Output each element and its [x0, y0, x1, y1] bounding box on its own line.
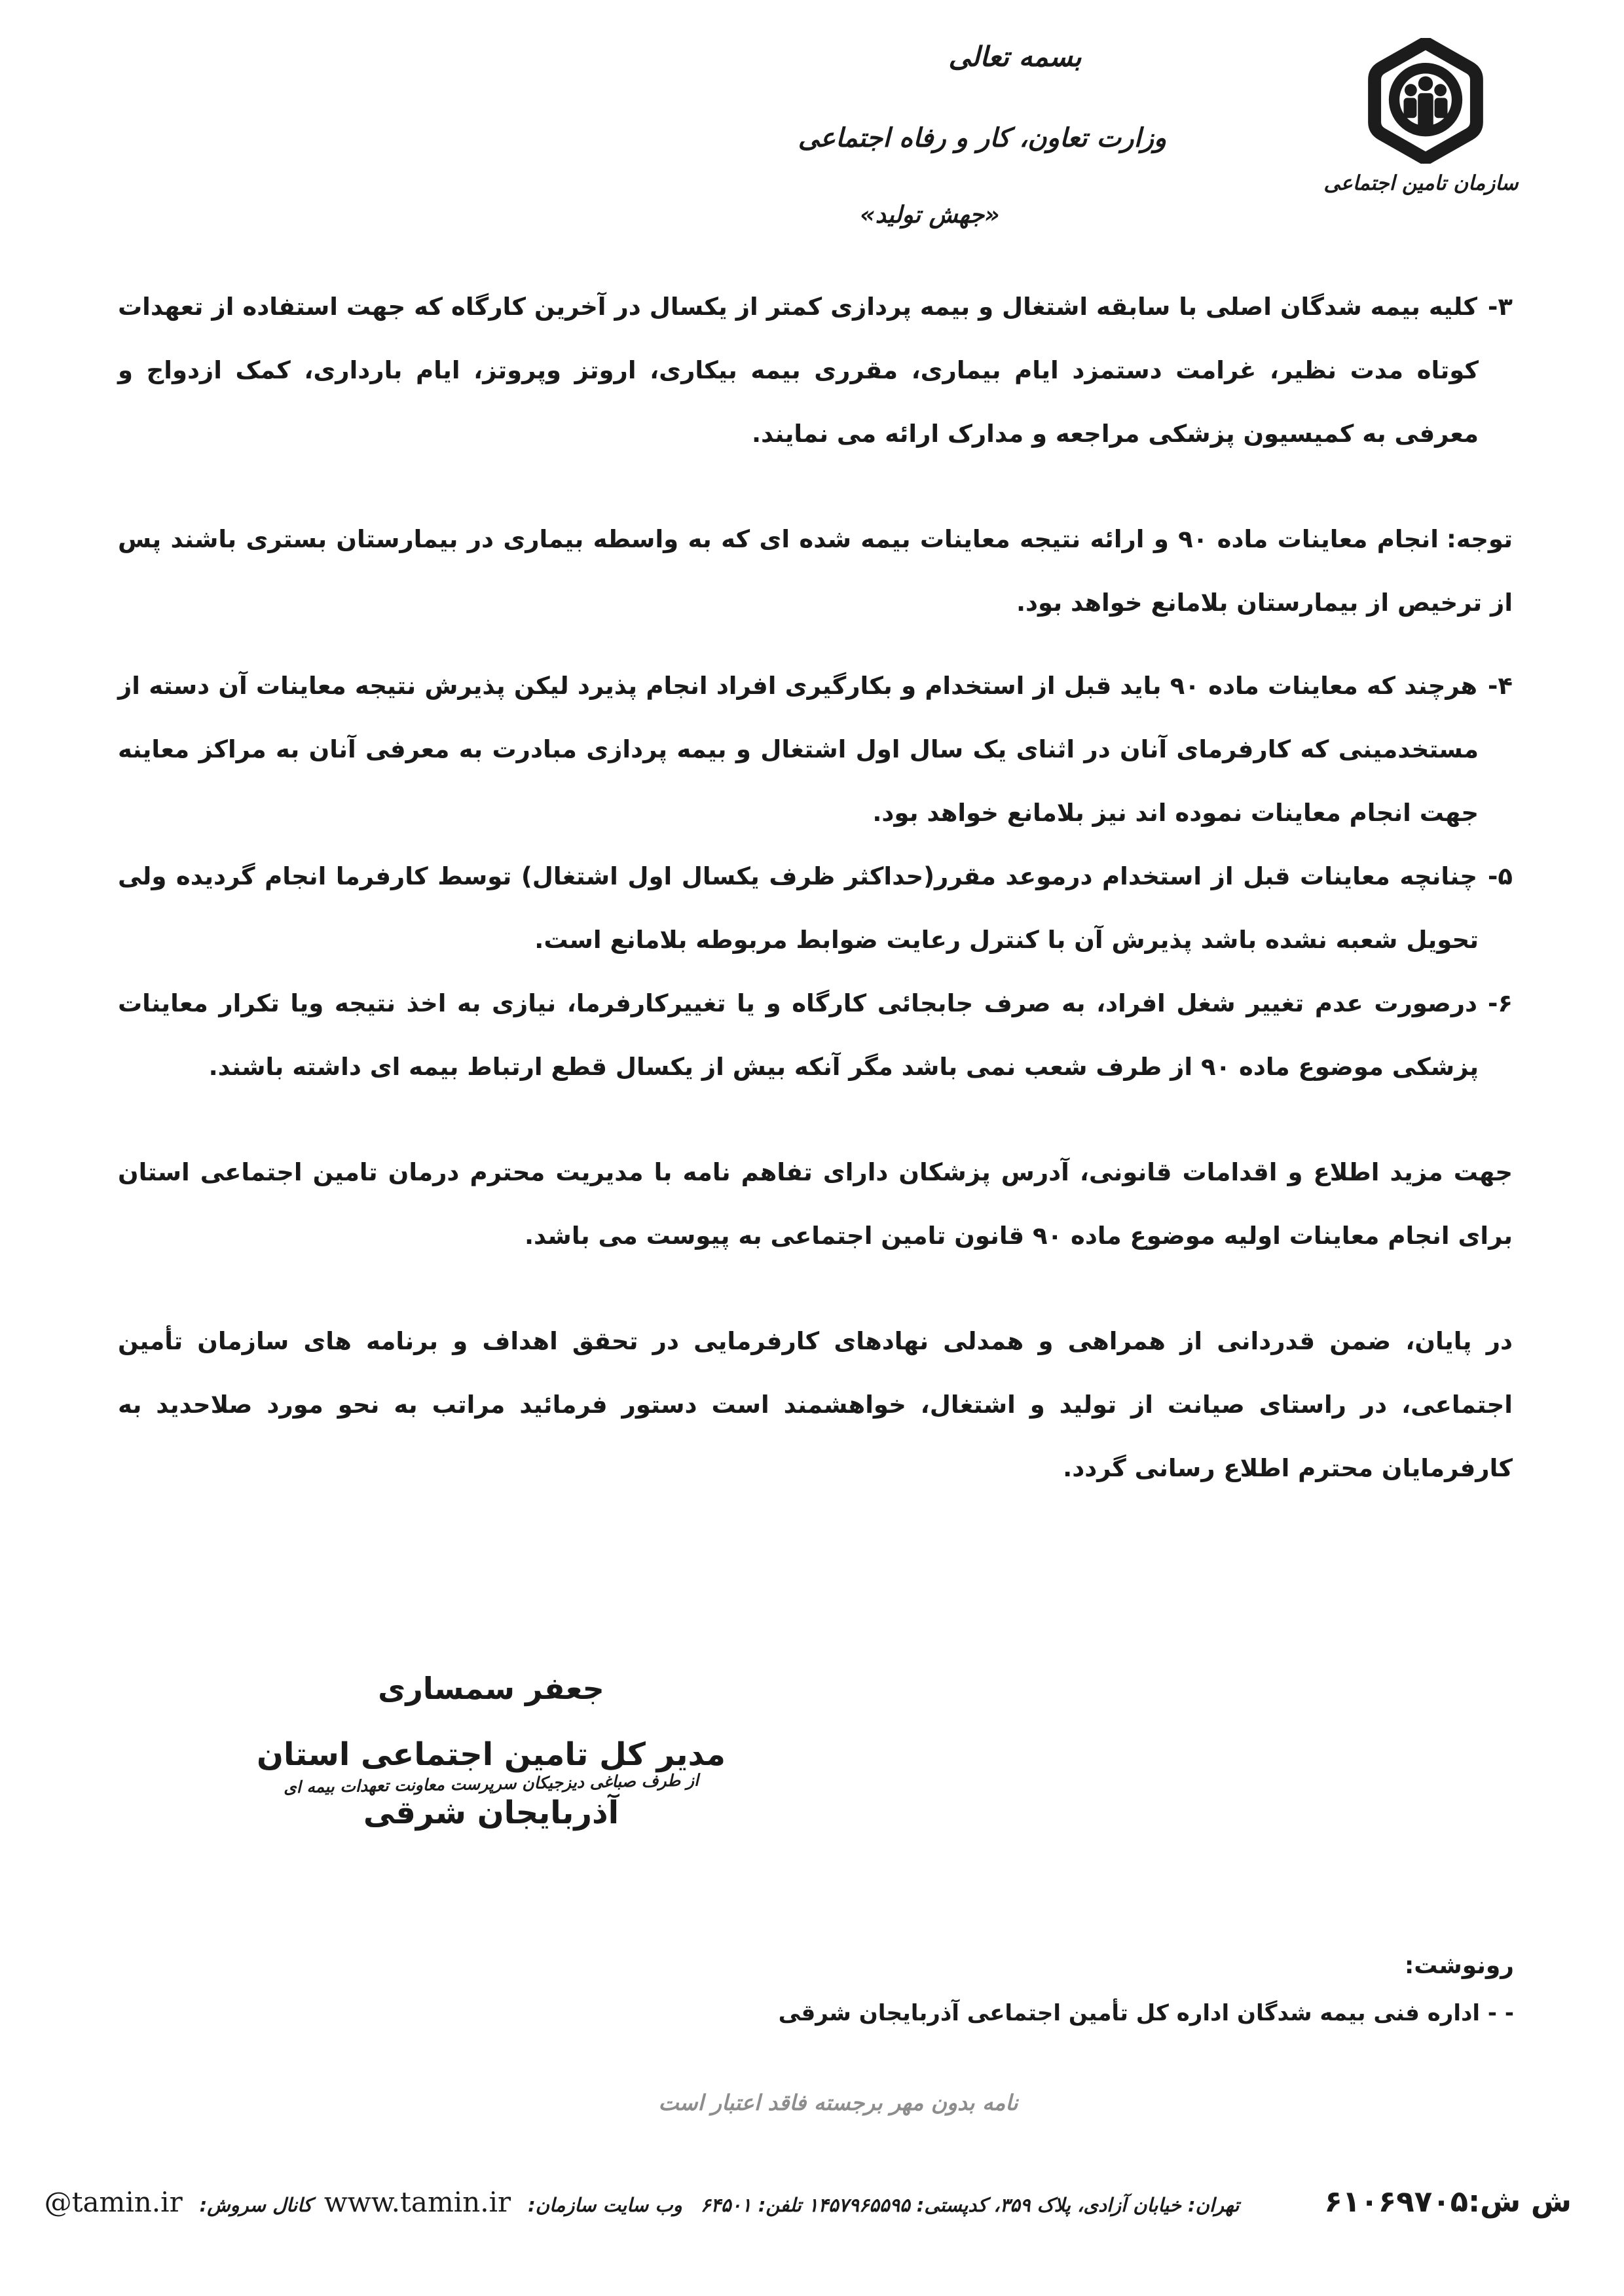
signature-stamp-note: از طرف صباغی دیزجیکان سرپرست معاونت تعهدات بیمه ای: [283, 1770, 699, 1797]
item-6-text: درصورت عدم تغییر شغل افراد، به صرف جابجائی کارگاه و یا تغییرکارفرما، نیازی به اخذ نتیجه ویا تکرار معاینات پزشکی موضوع ماده ۹۰ از طرف شعب نمی باشد مگر آنکه بیش از یکسال قطع ارتباط بیمه ای داشته باشند.: [118, 989, 1479, 1081]
signer-title: مدیر کل تامین اجتماعی استان: [257, 1736, 726, 1773]
signer-name: جعفر سمساری: [378, 1671, 604, 1706]
note-label: توجه:: [1447, 525, 1513, 553]
list-item-3: [118, 275, 1513, 465]
note-text: انجام معاینات ماده ۹۰ و ارائه نتیجه معاینات بیمه شده ای که به واسطه بیماری در بیمارستان بستری باشند پس از ترخیص از بیمارستان بلامانع خواهد بود.: [118, 525, 1513, 617]
item-5-text: چنانچه معاینات قبل از استخدام درموعد مقرر(حداکثر ظرف یکسال اول اشتغال) توسط کارفرما انجام گردیده ولی تحویل شعبه نشده باشد پذیرش آن با کنترل رعایت ضوابط مربوطه بلامانع است.: [118, 862, 1479, 954]
tamin-logo: [1363, 38, 1488, 166]
footer-contact-line: [44, 2184, 1572, 2219]
letter-body: [118, 275, 1513, 1500]
ministry-name: وزارت تعاون، کار و رفاه اجتماعی: [798, 123, 1167, 153]
website-label: وب سایت سازمان:: [528, 2194, 682, 2216]
signature-block: [216, 1671, 766, 1831]
item-4-number: ۴-: [1488, 672, 1513, 700]
channel-handle: @tamin.ir: [44, 2186, 183, 2218]
item-3-text: کلیه بیمه شدگان اصلی با سابقه اشتغال و بیمه پردازی کمتر از یکسال در آخرین کارگاه که جهت استفاده از تعهدات کوتاه مدت نظیر، غرامت دستمزد ایام بیماری، مقرری بیمه بیکاری، اروتز وپروتز، ایام بارداری، کمک ازدواج و معرفی به کمیسیون پزشکی مراجعه و مدارک ارائه می نمایند.: [118, 293, 1479, 448]
year-slogan: «جهش تولید»: [860, 202, 1000, 228]
website-url: www.tamin.ir: [323, 2186, 511, 2218]
org-name: سازمان تامین اجتماعی: [1323, 172, 1519, 195]
item-4-text: هرچند که معاینات ماده ۹۰ باید قبل از استخدام و بکارگیری افراد انجام پذیرد لیکن پذیرش نتیجه معاینات آن دسته از مستخدمینی که کارفرمای آنان در اثنای یک سال اول اشتغال و بیمه پردازی مبادرت به معرفی آنان به مراکز معاینه جهت انجام معاینات نموده اند نیز بلامانع خواهد بود.: [118, 672, 1479, 827]
paragraph-address-info: جهت مزید اطلاع و اقدامات قانونی، آدرس پزشکان دارای تفاهم نامه با مدیریت محترم درمان تامین اجتماعی استان برای انجام معاینات اولیه موضوع ماده ۹۰ قانون تامین اجتماعی به پیوست می باشد.: [118, 1158, 1513, 1250]
copy-label: رونوشت:: [1404, 1952, 1514, 1979]
postal-address: تهران: خیابان آزادی، پلاک ۳۵۹، کدپستی: ۱۴۵۷۹۶۵۵۹۵ تلفن: ۶۴۵۰۱: [700, 2194, 1240, 2216]
copy-section: [111, 1952, 1514, 2026]
serial-number: ش ش:۶۱۰۶۹۷۰۵: [1324, 2184, 1572, 2219]
validity-note: نامه بدون مهر برجسته فاقد اعتبار است: [658, 2090, 1018, 2115]
item-5-number: ۵-: [1488, 862, 1513, 890]
item-6-number: ۶-: [1488, 989, 1513, 1017]
note-paragraph: [118, 507, 1513, 634]
footer-address: [39, 2186, 1240, 2218]
paragraph-closing: در پایان، ضمن قدردانی از همراهی و همدلی نهادهای کارفرمایی در تحقق اهداف و برنامه های سازمان تأمین اجتماعی، در راستای صیانت از تولید و اشتغال، خواهشمند است دستور فرمائید مراتب به نحو مورد صلاحدید به کارفرمایان محترم اطلاع رسانی گردد.: [118, 1327, 1513, 1482]
channel-label: کانال سروش:: [199, 2194, 312, 2216]
copy-recipient: - - اداره فنی بیمه شدگان اداره کل تأمین اجتماعی آذربایجان شرقی: [778, 2000, 1514, 2026]
list-item-5: [118, 845, 1513, 972]
item-3-number: ۳-: [1488, 293, 1513, 321]
list-item-6: [118, 972, 1513, 1099]
list-item-4: [118, 654, 1513, 845]
tamin-logo-icon: [1366, 38, 1485, 164]
bismillah-text: بسمه تعالی: [948, 41, 1082, 73]
signer-title-province: آذربایجان شرقی: [363, 1795, 619, 1831]
